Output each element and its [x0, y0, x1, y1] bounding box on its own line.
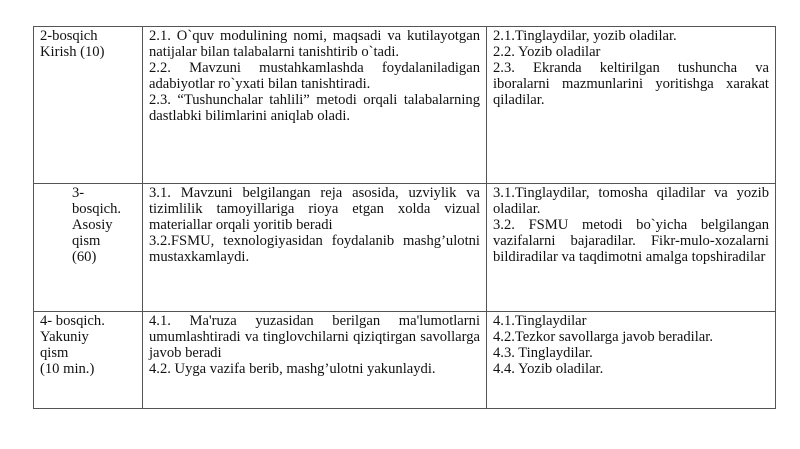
student-activity-cell	[487, 27, 776, 184]
teacher-step: 4.2. Uyga vazifa berib, mashg’ulotni yakunlaydi.	[149, 361, 436, 377]
student-step: 4.1.Tinglaydilar	[493, 313, 587, 329]
student-step: 3.2. FSMU metodi bo`yicha belgilangan vazifalarni bajaradilar. Fikr-mulo-xozalarni bildiradilar va taqdimotni amalga topshiradilar	[493, 217, 769, 265]
teacher-step: 2.3. “Tushunchalar tahlili” metodi orqali talabalarning dastlabki bilimlarini aniqlab oladi.	[149, 92, 480, 124]
stage-label: 2-bosqich Kirish (10)	[40, 28, 105, 60]
teacher-step: 4.1. Ma'ruza yuzasidan berilgan ma'lumotlarni umumlashtiradi va tinglovchilarni qiziqtirgan savollarga javob beradi	[149, 313, 480, 361]
student-step: 3.1.Tinglaydilar, tomosha qiladilar va yozib oladilar.	[493, 185, 769, 217]
student-step: 2.3. Ekranda keltirilgan tushuncha va iboralarni mazmunlarini yoritishga xarakat qiladilar.	[493, 60, 769, 108]
teacher-step: 3.1. Mavzuni belgilangan reja asosida, uzviylik va tizimlilik tamoyillariga rioya etgan xolda vizual materiallar orqali yoritib beradi	[149, 185, 480, 233]
student-step: 2.2. Yozib oladilar	[493, 44, 601, 60]
teacher-step: 3.2.FSMU, texnologiyasidan foydalanib mashg’ulotni mustaxkamlaydi.	[149, 233, 480, 265]
student-step: 4.2.Tezkor savollarga javob beradilar.	[493, 329, 713, 345]
stage-label: 3- bosqich. Asosiy qism (60)	[72, 185, 122, 265]
student-step: 4.4. Yozib oladilar.	[493, 361, 604, 377]
stage-cell	[34, 27, 143, 184]
teacher-activity-cell	[143, 27, 487, 184]
student-activity-cell	[487, 184, 776, 312]
student-step: 4.3. Tinglaydilar.	[493, 345, 593, 361]
teacher-step: 2.1. O`quv modulining nomi, maqsadi va kutilayotgan natijalar bilan talabalarni tanishtirib o`tadi.	[149, 28, 480, 60]
student-activity-cell	[487, 312, 776, 409]
lesson-plan-table	[33, 26, 776, 409]
teacher-activity-cell	[143, 184, 487, 312]
table-row	[34, 312, 776, 409]
stage-cell	[34, 184, 143, 312]
stage-cell	[34, 312, 143, 409]
teacher-activity-cell	[143, 312, 487, 409]
table-row	[34, 27, 776, 184]
table-row	[34, 184, 776, 312]
stage-label: 4- bosqich. Yakuniy qism (10 min.)	[40, 313, 105, 377]
student-step: 2.1.Tinglaydilar, yozib oladilar.	[493, 28, 677, 44]
teacher-step: 2.2. Mavzuni mustahkamlashda foydalaniladigan adabiyotlar ro`yxati bilan tanishtiradi.	[149, 60, 480, 92]
